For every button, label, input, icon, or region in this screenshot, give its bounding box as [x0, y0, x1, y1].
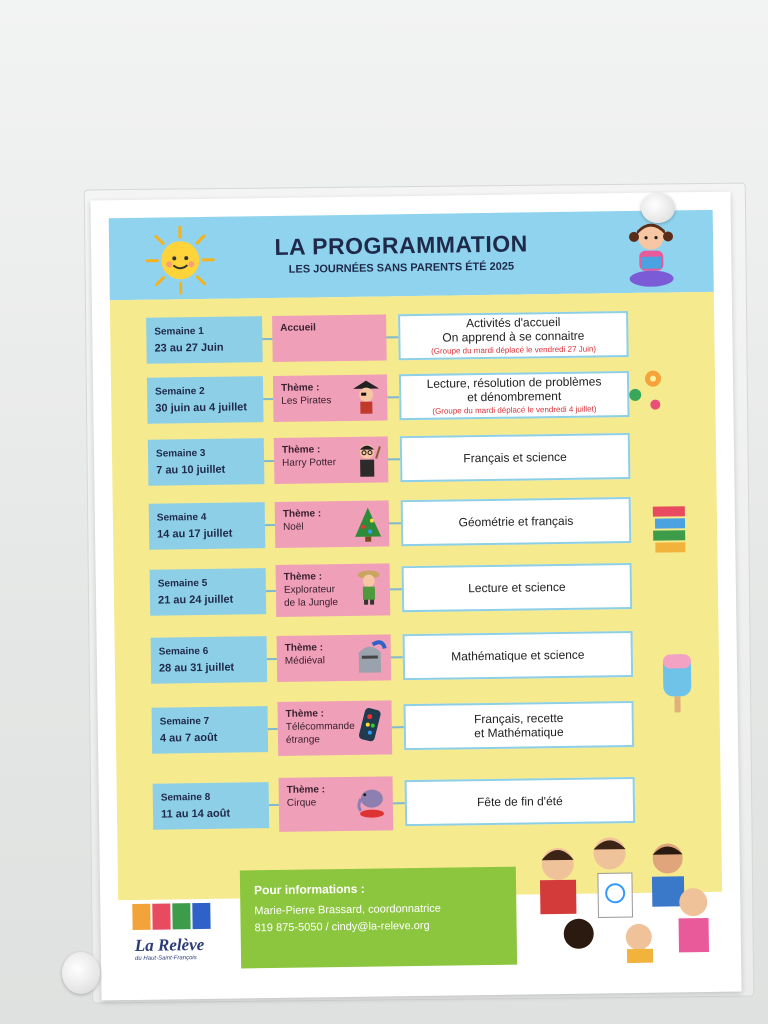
week-cell: [153, 782, 270, 830]
theme-label: Thème :: [286, 784, 326, 796]
ice-cream-icon: [657, 648, 698, 715]
info-phone-email: 819 875-5050 / cindy@la-releve.org: [254, 919, 430, 935]
poster: [90, 192, 741, 1001]
activity-line-2: On apprend à se connaitre: [442, 328, 585, 345]
theme-label: Thème :: [284, 642, 324, 654]
schedule-row: [151, 630, 672, 685]
logo: [130, 899, 221, 970]
schedule-row: [152, 700, 673, 755]
activity-cell: [400, 433, 631, 482]
theme-label: Thème :: [281, 382, 320, 394]
pushpin-icon: [62, 952, 100, 994]
theme-name: Noël: [282, 521, 304, 533]
activity-line-1: Français, recette: [473, 710, 564, 727]
theme-cell: [279, 776, 394, 832]
activity-line-1: Lecture et science: [468, 579, 566, 596]
connector: [386, 336, 398, 338]
activity-line-1: Lecture, résolution de problèmes: [426, 374, 602, 391]
christmas-tree-icon: [351, 504, 386, 542]
knight-helmet-icon: [353, 638, 388, 676]
week-cell: [152, 706, 269, 754]
week-dates: 4 au 7 août: [159, 731, 218, 745]
info-contact: Marie-Pierre Brassard, coordonnatrice: [254, 902, 441, 918]
connector: [391, 656, 403, 658]
books-stack-icon: [651, 502, 688, 562]
theme-cell: [275, 500, 390, 548]
reading-girl-icon: [621, 216, 682, 289]
logo-title: La Relève: [134, 934, 205, 955]
week-dates: 23 au 27 Juin: [154, 341, 224, 355]
week-label: Semaine 6: [158, 645, 209, 658]
info-heading: Pour informations :: [253, 881, 365, 898]
activity-line-1: Géométrie et français: [458, 513, 574, 530]
week-cell: [147, 376, 264, 424]
theme-name: Explorateur de la Jungle: [283, 584, 339, 609]
page-subtitle: LES JOURNÉES SANS PARENTS ÉTÉ 2025: [288, 260, 515, 276]
week-cell: [150, 568, 267, 616]
pushpin-icon: [641, 193, 675, 223]
theme-label: Thème :: [281, 444, 321, 456]
theme-name: Télécommande étrange: [285, 720, 355, 746]
connector: [262, 338, 272, 340]
activity-cell: [399, 371, 630, 420]
activity-cell: [402, 563, 633, 612]
week-label: Semaine 8: [160, 791, 211, 804]
circus-elephant-icon: [355, 780, 390, 818]
theme-name: Cirque: [286, 797, 317, 809]
connector: [393, 802, 405, 804]
theme-label: Accueil: [280, 322, 316, 334]
week-label: Semaine 1: [154, 325, 204, 338]
week-cell: [149, 502, 266, 550]
week-dates: 21 au 24 juillet: [157, 593, 234, 607]
activity-note: (Groupe du mardi déplacé le vendredi 27 Juin): [431, 344, 597, 356]
theme-label: Thème :: [283, 571, 323, 583]
theme-label: Thème :: [282, 508, 322, 520]
logo-subtitle: du Haut-Saint-François: [134, 955, 197, 962]
connector: [264, 460, 274, 462]
schedule-row: [150, 562, 671, 617]
theme-cell: [276, 563, 391, 617]
sun-icon: [145, 225, 216, 296]
activity-note: (Groupe du mardi déplacé le vendredi 4 juillet): [432, 404, 597, 416]
theme-label: Thème :: [285, 708, 325, 720]
connector: [267, 658, 277, 660]
activity-line-2: et dénombrement: [467, 388, 562, 405]
week-cell: [151, 636, 268, 684]
schedule-row: [153, 776, 674, 831]
theme-cell: [272, 314, 387, 362]
logo-figures-icon: [130, 899, 214, 934]
week-label: Semaine 2: [155, 385, 205, 398]
week-dates: 7 au 10 juillet: [156, 463, 226, 477]
week-label: Semaine 3: [155, 447, 206, 460]
schedule-row: [149, 496, 670, 551]
week-label: Semaine 5: [157, 577, 208, 590]
activity-line-1: Activités d'accueil: [465, 314, 561, 331]
connector: [390, 588, 402, 590]
info-box: [240, 867, 517, 969]
children-group-icon: [517, 832, 719, 965]
week-dates: 11 au 14 août: [160, 807, 231, 821]
pirate-icon: [349, 378, 384, 416]
week-cell: [146, 316, 263, 364]
activity-cell: [404, 701, 635, 750]
page-title: LA PROGRAMMATION: [274, 230, 528, 260]
week-dates: 14 au 17 juillet: [157, 527, 233, 541]
connector: [387, 396, 399, 398]
wizard-icon: [350, 440, 385, 478]
activity-cell: [398, 311, 629, 360]
flowers-icon: [627, 364, 668, 415]
theme-name: Médiéval: [284, 655, 326, 667]
connector: [392, 726, 404, 728]
theme-cell: [273, 374, 388, 422]
theme-name: Les Pirates: [281, 395, 332, 407]
connector: [389, 522, 401, 524]
connector: [268, 728, 278, 730]
activity-cell: [405, 777, 636, 826]
theme-name: Harry Potter: [282, 457, 337, 469]
activity-line-1: Mathématique et science: [451, 647, 585, 664]
activity-line-1: Français et science: [463, 449, 567, 466]
week-dates: 30 juin au 4 juillet: [155, 401, 248, 415]
activity-line-2: et Mathématique: [474, 724, 564, 741]
week-label: Semaine 7: [159, 715, 210, 728]
theme-cell: [277, 634, 392, 682]
schedule-row: [148, 432, 669, 487]
connector: [266, 590, 276, 592]
connector: [269, 804, 279, 806]
schedule-row: [146, 310, 667, 365]
theme-cell: [277, 700, 392, 756]
week-cell: [148, 438, 265, 486]
connector: [388, 458, 400, 460]
week-label: Semaine 4: [156, 511, 207, 524]
activity-line-1: Fête de fin d'été: [476, 793, 563, 810]
schedule-row: [147, 370, 668, 425]
remote-control-icon: [354, 704, 389, 742]
activity-cell: [401, 497, 632, 546]
connector: [263, 398, 273, 400]
theme-cell: [274, 436, 389, 484]
week-dates: 28 au 31 juillet: [158, 661, 235, 675]
activity-cell: [403, 631, 634, 680]
explorer-icon: [352, 567, 387, 605]
connector: [265, 524, 275, 526]
